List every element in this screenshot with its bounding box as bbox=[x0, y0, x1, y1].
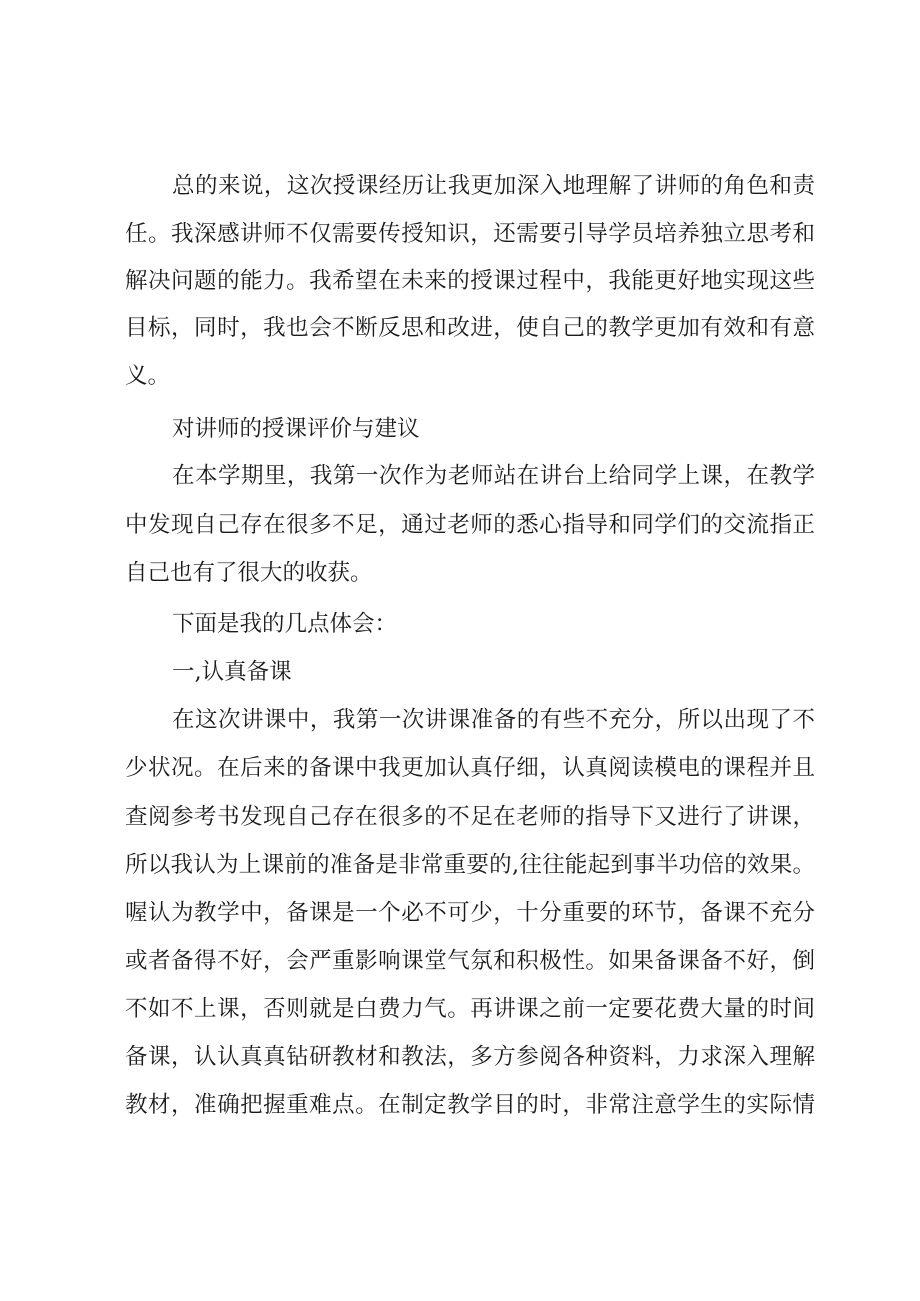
paragraph-4-line-7: 不如不上课，否则就是白费力气。再讲课之前一定要花费大量的时间 bbox=[125, 996, 815, 1022]
paragraph-1-line-5: 义。 bbox=[125, 363, 171, 389]
paragraph-1-line-4: 目标，同时，我也会不断反思和改进，使自己的教学更加有效和有意 bbox=[125, 315, 815, 341]
paragraph-2-line-2: 中发现自己存在很多不足，通过老师的悉心指导和同学们的交流指正 bbox=[125, 512, 815, 538]
section-heading: 对讲师的授课评价与建议 bbox=[172, 416, 420, 442]
paragraph-2-line-1: 在本学期里，我第一次作为老师站在讲台上给同学上课，在教学 bbox=[172, 463, 815, 489]
paragraph-4-line-2: 少状况。在后来的备课中我更加认真仔细，认真阅读模电的课程并且 bbox=[125, 755, 815, 781]
paragraph-4-line-1: 在这次讲课中，我第一次讲课准备的有些不充分，所以出现了不 bbox=[172, 707, 815, 733]
paragraph-2-line-3: 自己也有了很大的收获。 bbox=[125, 560, 373, 586]
paragraph-4-line-4: 所以我认为上课前的准备是非常重要的,往往能起到事半功倍的效果。 bbox=[125, 852, 815, 878]
paragraph-1-line-2: 任。我深感讲师不仅需要传授知识，还需要引导学员培养独立思考和 bbox=[125, 221, 815, 247]
paragraph-4-line-8: 备课，认认真真钻研教材和教法，多方参阅各种资料，力求深入理解 bbox=[125, 1044, 815, 1070]
paragraph-4-line-3: 查阅参考书发现自己存在很多的不足在老师的指导下又进行了讲课， bbox=[125, 804, 815, 830]
paragraph-1-line-3: 解决问题的能力。我希望在未来的授课过程中，我能更好地实现这些 bbox=[125, 268, 815, 294]
paragraph-1-line-1: 总的来说，这次授课经历让我更加深入地理解了讲师的角色和责 bbox=[172, 173, 815, 199]
paragraph-4-line-6: 或者备得不好，会严重影响课堂气氛和积极性。如果备课备不好，倒 bbox=[125, 948, 815, 974]
paragraph-4-line-5: 喔认为教学中，备课是一个必不可少，十分重要的环节，备课不充分 bbox=[125, 900, 815, 926]
subheading-1: 一,认真备课 bbox=[172, 659, 292, 685]
paragraph-4-line-9: 教材，准确把握重难点。在制定教学目的时，非常注意学生的实际情 bbox=[125, 1092, 815, 1118]
paragraph-3-line-1: 下面是我的几点体会： bbox=[172, 611, 398, 637]
